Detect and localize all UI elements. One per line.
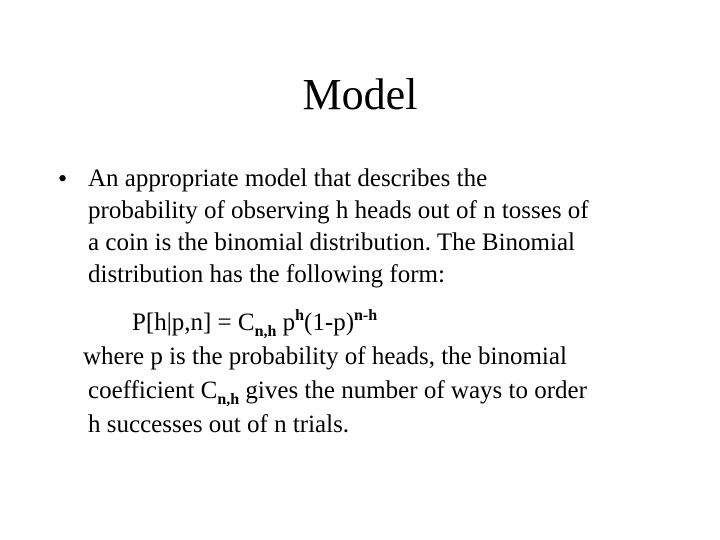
where-text-prefix: coefficient C	[88, 377, 218, 404]
formula-middle: (1-p)	[304, 309, 355, 336]
formula-p-base: p	[276, 309, 296, 336]
coefficient-subscript: n,h	[217, 391, 240, 408]
where-text-suffix: gives the number of ways to order	[239, 377, 587, 404]
where-text-line-2	[88, 376, 587, 406]
where-text-line-1: where p is the probability of heads, the binomial	[83, 343, 567, 370]
formula-tail-superscript: n-h	[354, 307, 378, 324]
formula-lhs: P[h|p,n] = C	[132, 309, 255, 336]
binomial-formula	[132, 308, 377, 338]
bullet-text-line-3: a coin is the binomial distribution. The Binomial	[88, 229, 575, 256]
slide-title: Model	[302, 70, 418, 119]
bullet-marker: •	[58, 164, 68, 193]
formula-c-subscript: n,h	[254, 323, 277, 340]
where-text-line-3: h successes out of n trials.	[88, 411, 350, 438]
bullet-text-line-1: An appropriate model that describes the	[88, 165, 488, 192]
formula-p-superscript: h	[295, 307, 305, 324]
bullet-text-line-2: probability of observing h heads out of n tosses of	[88, 197, 589, 224]
bullet-text-line-4: distribution has the following form:	[88, 261, 445, 288]
